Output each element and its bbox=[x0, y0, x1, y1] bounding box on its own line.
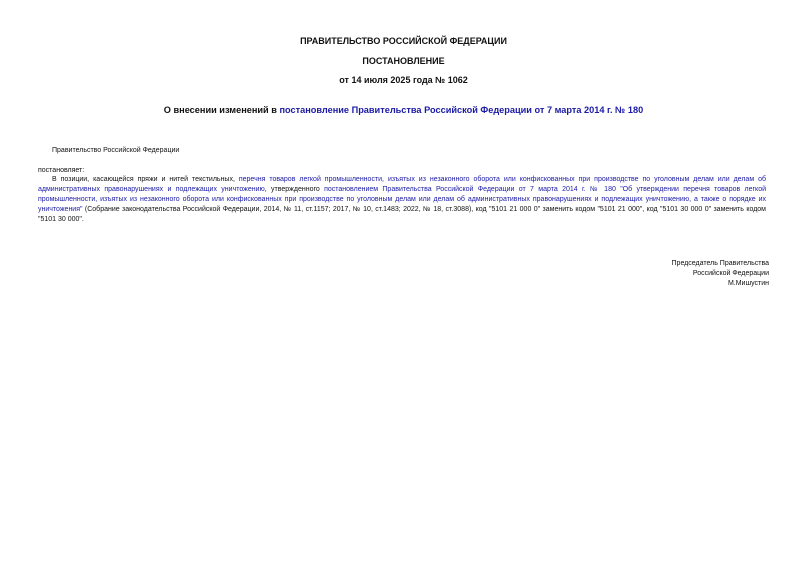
body-text-1: В позиции, касающейся пряжи и нитей текстильных, bbox=[52, 176, 239, 183]
body-text-3: (Собрание законодательства Российской Федерации, 2014, № 11, ст.1157; 2017, № 10, ст.1483; 2022, № 18, ст.3088), код "5101 21 000 0" заменить кодом "5101 21 000", код "5101 30 000 0" заменить кодом "5101 30 000". bbox=[38, 206, 766, 223]
body-text-2: , утвержденного bbox=[264, 186, 325, 193]
document-date-number: от 14 июля 2025 года № 1062 bbox=[339, 75, 468, 85]
body-paragraph bbox=[38, 175, 766, 225]
document-title bbox=[0, 105, 807, 116]
title-prefix: О внесении изменений в bbox=[163, 105, 280, 115]
goods-list-link[interactable]: перечня товаров легкой промышленности, изъятых из незаконного оборота или конфискованных при производстве по уголовным делам или делам об административных правонарушениях и подлежащих уничтожению bbox=[38, 176, 766, 193]
issuer-heading: ПРАВИТЕЛЬСТВО РОССИЙСКОЙ ФЕДЕРАЦИИ bbox=[300, 36, 507, 46]
document-type-heading: ПОСТАНОВЛЕНИЕ bbox=[362, 56, 445, 66]
issuer-line: Правительство Российской Федерации bbox=[52, 147, 180, 154]
signature-body: Российской Федерации bbox=[692, 270, 769, 277]
decrees-line: постановляет: bbox=[38, 167, 85, 174]
decree-180-link[interactable]: постановлением Правительства Российской Федерации от 7 марта 2014 г. № 180 "Об утверждении перечня товаров легкой промышленности, изъятых из незаконного оборота или конфискованных при производстве по уголовным делам или делам об административных правонарушениях и подлежащих уничтожению, а также о порядке их уничтожения" bbox=[38, 186, 767, 213]
signature-name: М.Мишустин bbox=[727, 280, 769, 287]
title-decree-link[interactable]: постановление Правительства Российской Федерации от 7 марта 2014 г. № 180 bbox=[279, 105, 644, 115]
signature-position: Председатель Правительства bbox=[671, 260, 769, 267]
